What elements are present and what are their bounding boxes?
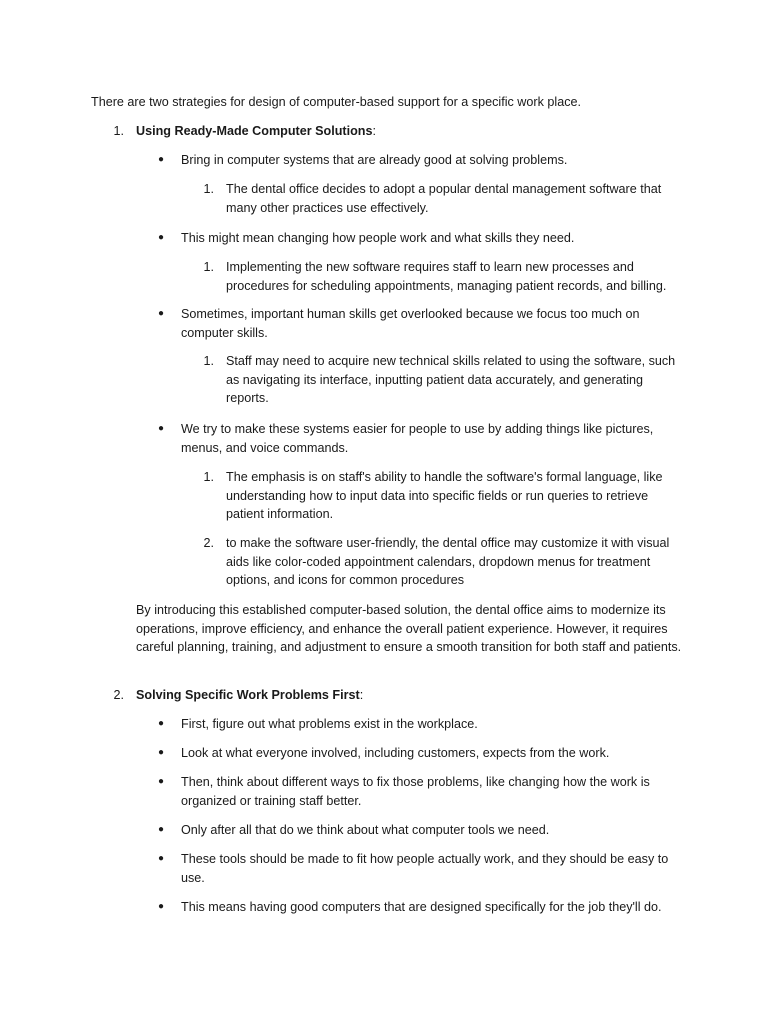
list-item: We try to make these systems easier for people to use by adding things like pictures, menus, and voice commands. bbox=[181, 422, 654, 455]
section-1-summary: By introducing this established computer-based solution, the dental office aims to modernize its operations, improve efficiency, and enhance the overall patient experience. However, it requires careful planning, training, and adjustment to ensure a smooth transition for both staff and patients. bbox=[136, 603, 682, 655]
list-item: First, figure out what problems exist in the workplace. bbox=[181, 717, 478, 731]
sub-item: The emphasis is on staff's ability to handle the software's formal language, like understanding how to input data into specific fields or run queries to retrieve patient information. bbox=[226, 470, 663, 522]
bullet-icon: ● bbox=[157, 901, 165, 912]
sub-item-number: 1. bbox=[203, 354, 214, 368]
bullet-icon: ● bbox=[157, 718, 165, 729]
sub-item-number: 1. bbox=[203, 260, 214, 274]
sub-item: Staff may need to acquire new technical skills related to using the software, such as navigating its interface, inputting patient data accurately, and generating reports. bbox=[226, 354, 676, 406]
bullet-icon: ● bbox=[157, 747, 165, 758]
list-item: Then, think about different ways to fix those problems, like changing how the work is organized or training staff better. bbox=[181, 775, 650, 808]
sub-item: The dental office decides to adopt a popular dental management software that many other practices use effectively. bbox=[226, 182, 662, 215]
section-2-heading bbox=[136, 686, 676, 705]
sub-item: to make the software user-friendly, the dental office may customize it with visual aids like color-coded appointment calendars, dropdown menus for treatment options, and icons for common procedures bbox=[226, 536, 670, 588]
list-item: This might mean changing how people work and what skills they need. bbox=[181, 231, 575, 245]
sub-item-number: 2. bbox=[203, 536, 214, 550]
bullet-icon: ● bbox=[157, 154, 165, 165]
list-item: Only after all that do we think about what computer tools we need. bbox=[181, 823, 550, 837]
sub-item-number: 1. bbox=[203, 182, 214, 196]
section-2-number: 2. bbox=[113, 688, 124, 702]
sub-item: Implementing the new software requires staff to learn new processes and procedures for scheduling appointments, managing patient records, and billing. bbox=[226, 260, 667, 293]
section-1-title: Using Ready-Made Computer Solutions bbox=[136, 124, 373, 138]
list-item: This means having good computers that are designed specifically for the job they'll do. bbox=[181, 900, 662, 914]
section-2-colon: : bbox=[359, 688, 364, 702]
list-item: These tools should be made to fit how people actually work, and they should be easy to use. bbox=[181, 852, 669, 885]
list-item: Bring in computer systems that are already good at solving problems. bbox=[181, 153, 568, 167]
sub-item-number: 1. bbox=[203, 470, 214, 484]
section-1-number: 1. bbox=[113, 124, 124, 138]
bullet-icon: ● bbox=[157, 308, 165, 319]
section-1-heading bbox=[136, 122, 676, 141]
bullet-icon: ● bbox=[157, 776, 165, 787]
section-1-colon: : bbox=[372, 124, 377, 138]
bullet-icon: ● bbox=[157, 232, 165, 243]
bullet-icon: ● bbox=[157, 824, 165, 835]
bullet-icon: ● bbox=[157, 423, 165, 434]
bullet-icon: ● bbox=[157, 853, 165, 864]
list-item: Sometimes, important human skills get overlooked because we focus too much on computer skills. bbox=[181, 307, 640, 340]
list-item: Look at what everyone involved, including customers, expects from the work. bbox=[181, 746, 610, 760]
section-2-title: Solving Specific Work Problems First bbox=[136, 688, 360, 702]
intro-paragraph: There are two strategies for design of computer-based support for a specific work place. bbox=[91, 95, 581, 109]
